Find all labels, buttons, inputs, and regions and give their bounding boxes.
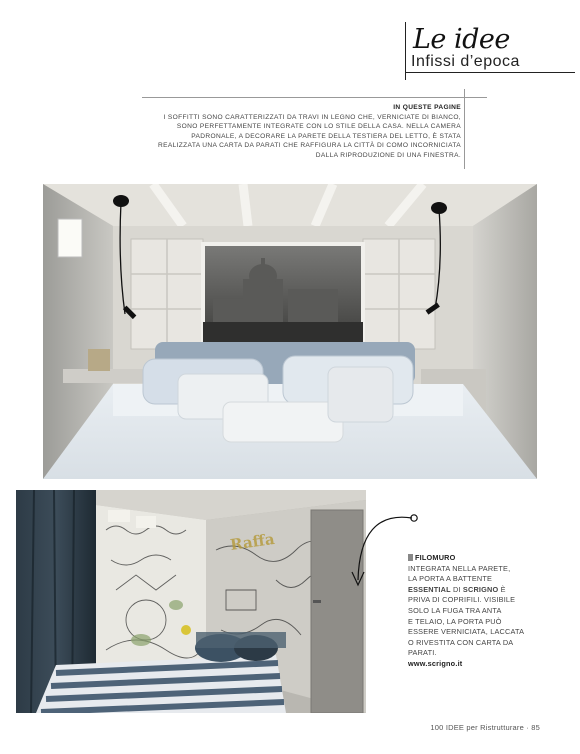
caption-line: SONO PERFETTAMENTE INTEGRATE CON LO STILE DELLA CASA. NELLA CAMERA <box>176 123 461 131</box>
side-caption <box>408 553 533 670</box>
bedroom-photo <box>43 184 537 479</box>
brand-name: SCRIGNO <box>462 584 499 594</box>
caption-line: REALIZZATA UNA CARTA DA PARATI CHE RAFFIGURA LA CITTÀ DI COMO INCORNICIATA <box>158 142 461 150</box>
caption-line: O RIVESTITA CON CARTA DA <box>408 637 514 647</box>
kids-room-photo <box>16 490 366 713</box>
caption-line: E TELAIO, LA PORTA PUÒ <box>408 616 502 626</box>
page-footer: 100 IDEE per Ristrutturare · 85 <box>430 723 540 732</box>
caption-line: ESSERE VERNICIATA, LACCATA <box>408 627 525 637</box>
wall-graffiti-text: Raffa <box>229 529 276 554</box>
section-header <box>405 22 575 82</box>
top-caption <box>142 97 487 169</box>
caption-lead: IN QUESTE PAGINE <box>393 104 461 111</box>
caption-rule-horizontal <box>142 97 487 98</box>
caption-tag: FILOMURO <box>408 553 456 562</box>
caption-line: PRIVA DI COPRIFILI. VISIBILE <box>408 595 516 605</box>
section-title: Le idee <box>413 24 510 55</box>
bedroom-illustration <box>43 184 537 479</box>
caption-connector: DI <box>450 584 463 594</box>
caption-rule-vertical <box>464 89 465 169</box>
caption-line: PADRONALE, A DECORARE LA PARETE DELLA TESTIERA DEL LETTO, È STATA <box>191 132 461 140</box>
caption-line: DALLA RIPRODUZIONE DI UNA FINESTRA. <box>315 151 461 159</box>
header-horizontal-rule <box>405 72 575 73</box>
caption-connector: È <box>498 584 506 594</box>
top-caption-text <box>141 103 461 161</box>
brand-website-link[interactable]: www.scrigno.it <box>408 658 463 668</box>
product-name: ESSENTIAL <box>408 584 451 594</box>
caption-line: INTEGRATA NELLA PARETE, <box>408 563 511 573</box>
kids-room-illustration <box>16 490 366 713</box>
caption-line: I SOFFITTI SONO CARATTERIZZATI DA TRAVI IN LEGNO CHE, VERNICIATE DI BIANCO, <box>163 113 461 121</box>
caption-line: SOLO LA FUGA TRA ANTA <box>408 605 502 615</box>
caption-line: PARATI. <box>408 648 437 658</box>
caption-line: LA PORTA A BATTENTE <box>408 574 493 584</box>
section-subtitle: Infissi d’epoca <box>411 53 520 70</box>
